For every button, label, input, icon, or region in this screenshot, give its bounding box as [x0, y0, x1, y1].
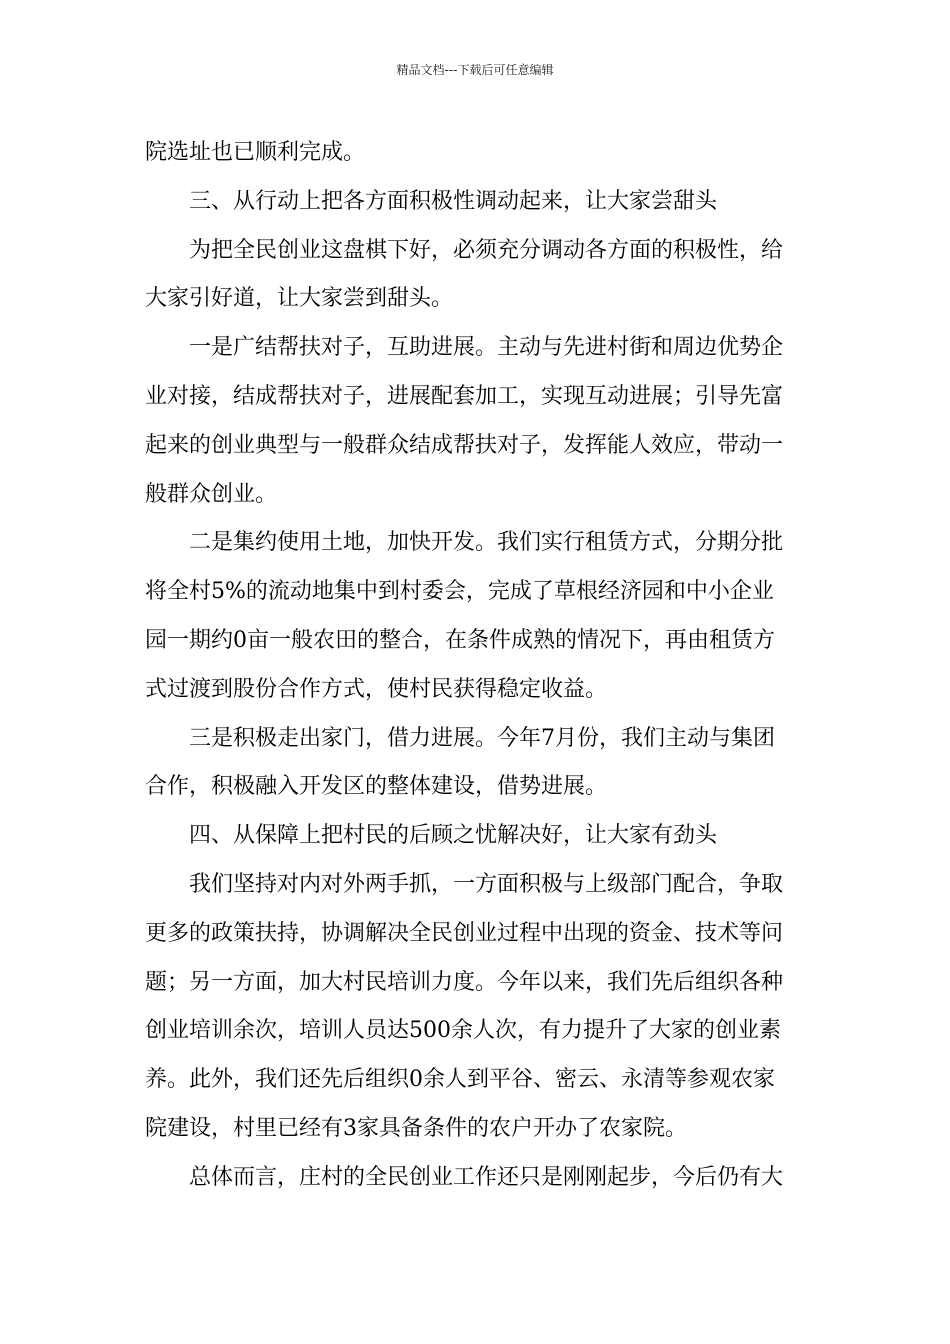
- text-line: 大家引好道，让大家尝到甜头。: [145, 286, 454, 312]
- text-line: 院建设，村里已经有3家具备条件的农户开办了农家院。: [145, 1115, 687, 1141]
- text-line: 院选址也已顺利完成。: [145, 140, 366, 165]
- text-line: 式过渡到股份合作方式，使村民获得稳定收益。: [145, 676, 608, 702]
- text-line: 将全村5%的流动地集中到村委会，完成了草根经济园和中小企业: [145, 579, 774, 605]
- text-line: 三是积极走出家门，借力进展。今年7月份，我们主动与集团: [189, 725, 775, 751]
- text-line: 一是广结帮扶对子，互助进展。主动与先进村街和周边优势企: [189, 335, 784, 361]
- page-header: 精品文档---下载后可任意编辑: [396, 63, 554, 77]
- text-line: 为把全民创业这盘棋下好，必须充分调动各方面的积极性，给: [189, 237, 784, 263]
- text-line: 二是集约使用土地，加快开发。我们实行租赁方式，分期分批: [189, 530, 784, 556]
- text-line: 般群众创业。: [145, 481, 278, 507]
- text-line: 园一期约0亩一般农田的整合，在条件成熟的情况下，再由租赁方: [145, 627, 775, 653]
- text-line: 养。此外，我们还先后组织0余人到平谷、密云、永清等参观农家: [145, 1067, 775, 1093]
- text-line: 总体而言，庄村的全民创业工作还只是刚刚起步，今后仍有大: [189, 1164, 784, 1190]
- text-line: 我们坚持对内对外两手抓，一方面积极与上级部门配合，争取: [189, 871, 784, 897]
- text-line: 合作，积极融入开发区的整体建设，借势进展。: [145, 774, 608, 800]
- text-line: 业对接，结成帮扶对子，进展配套加工，实现互动进展；引导先富: [145, 383, 784, 409]
- text-line: 起来的创业典型与一般群众结成帮扶对子，发挥能人效应，带动一: [145, 432, 784, 458]
- text-line: 更多的政策扶持，协调解决全民创业过程中出现的资金、技术等问: [145, 920, 784, 946]
- section-heading: 四、从保障上把村民的后顾之忧解决好，让大家有劲头: [189, 823, 718, 849]
- section-heading: 三、从行动上把各方面积极性调动起来，让大家尝甜头: [189, 188, 718, 214]
- text-line: 创业培训余次，培训人员达500余人次，有力提升了大家的创业素: [145, 1018, 781, 1044]
- document-body: [145, 129, 807, 1203]
- text-line: 题；另一方面，加大村民培训力度。今年以来，我们先后组织各种: [145, 969, 784, 995]
